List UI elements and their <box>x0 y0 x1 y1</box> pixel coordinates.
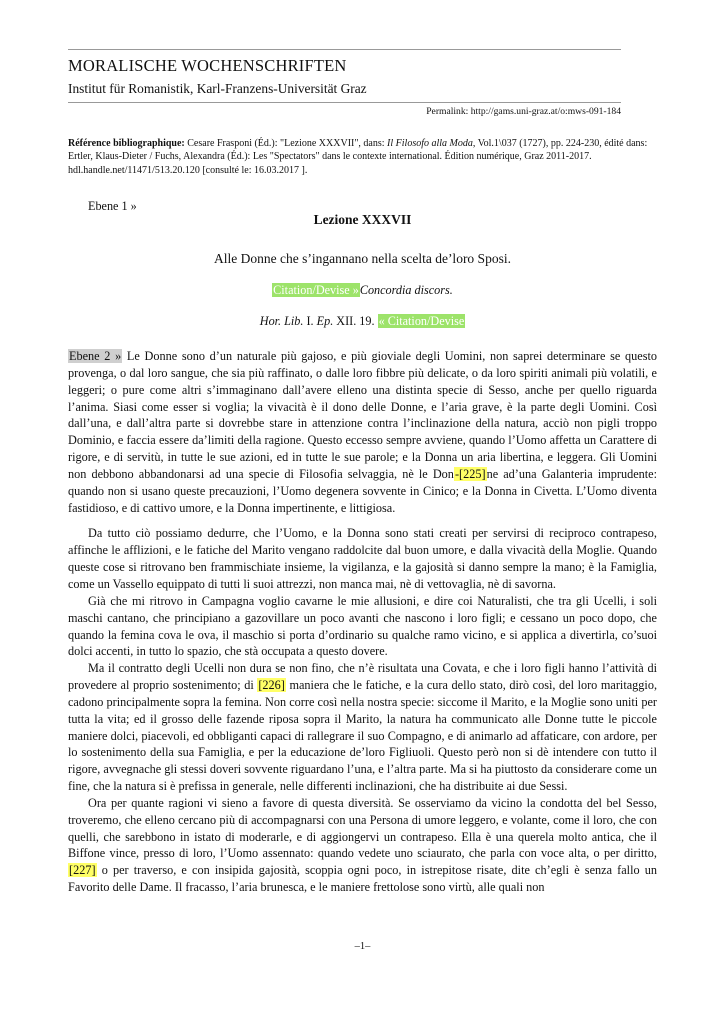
biblio-part1: Cesare Frasponi (Éd.): "Lezione XXXVII", dans: <box>184 138 388 149</box>
citation-source-hor: Hor. Lib. <box>259 314 304 328</box>
paragraph-5a: Ora per quante ragioni vi sieno a favore di questa diversità. Se osserviamo da vicino la condotta del bel Sesso, troveremo, che elleno cercano più di accompagnarsi con una Persona di umore leggero, e volante, come il loro, che con quelli, che sarebbono in istato di moderarle, e di aggiongervi un contrapeso. Ella è una querela molto antica, che il Biffone vince, presso di loro, l’Uomo assennato: quando vedete uno sciaurato, che parla con voce alta, o per diritto, <box>68 795 657 861</box>
permalink[interactable]: Permalink: http://gams.uni-graz.at/o:mws-091-184 <box>426 106 621 117</box>
citation-source-line <box>0 314 725 329</box>
paragraph-5b: o per traverso, e con insipida gajosità, scoppia ogni poco, in istrepitose risate, dite ch’egli è senza fallo un Favorito delle Dame. Il fracasso, l’aria brunesca, e le maniere frettolose sono virtù, alle quali non <box>68 863 657 895</box>
page-marker-226[interactable]: [226] <box>258 678 285 693</box>
header-bottom-rule <box>68 102 621 103</box>
paragraph-4b: maniera che le fatiche, e la cura dello stato, dirò così, del loro maritaggio, cadono principalmente sopra la femina. Non corre così nella nostra specie: siccome il Marito, e la Moglie sono uniti per tutta la vita; ed il grosso delle fazende riposa sopra il Marito, la natura ha communicato alle Donne tutte le piccole maniere dolci, piacevoli, ed obbliganti capaci di rallegrare il suo Compagno, e di animarlo ad affaticare, con ardore, per lo sostenimento della sua Famiglia, e per la educazione de’loro Figliuoli. Questo però non si dè intendere con tutto il rigore, avvegnache gli stessi doveri sovvente riguardano l’una, e l’altra parte. Ma si ha piuttosto da considerare come un fine, che la natura si è prefissa in generale, nelle differenti inclinazioni, che ha distribuite ai due Sessi. <box>68 678 658 794</box>
citation-source-ep: Ep. <box>316 314 334 328</box>
paragraph-5 <box>68 795 657 896</box>
citation-source-mid: I. <box>303 314 317 328</box>
bibliographic-reference <box>68 137 657 177</box>
citation-source-end: XII. 19. <box>333 314 378 328</box>
ebene2-marker[interactable]: Ebene 2 » <box>69 349 122 363</box>
ebene1-marker[interactable]: Ebene 1 » <box>88 199 137 213</box>
page-marker-225[interactable]: -[225] <box>454 466 486 481</box>
page-marker-227[interactable]: [227] <box>69 863 96 878</box>
header-top-rule <box>68 49 621 50</box>
citation-motto-line <box>0 283 725 298</box>
site-title[interactable]: MORALISCHE WOCHENSCHRIFTEN <box>68 56 347 75</box>
section-heading: Alle Donne che s’ingannano nella scelta de’loro Sposi. <box>214 251 511 266</box>
paragraph-1a: Le Donne sono d’un naturale più gajoso, e più gioviale degli Uomini, non saprei determinare se questo provenga, o dal loro sangue, che sia più raffinato, o dalle loro fibbre più delicate, o da loro spiriti animali più volatili, e leggeri; o pure come altri s’immaginano dall’avere elleno una distinta specie di Sesso, anche per quello riguarda l’anima. Siasi come esser si voglia; la vivacità è il dono delle Donne, e l’aria grave, è la parte degli Uomini. Così dall’una, e dall’altra parte si dovrebbe stare in attenzione contra l’inclinazione della natura, acciò non pigli troppo Dominio, e faccia essere da’limiti della ragione. Questo eccesso sempre avviene, quando l’Uomo affetta un Carattere di rigore, e di servitù, in tutte le sue azioni, ed in tutte le sue parole; e la Donna un aria libertina, e leggera. Gli Uomini non debbono abbandonarsi ad una specie di Filosofia selvaggia, nè le Don <box>68 349 658 481</box>
biblio-label: Référence bibliographique: <box>68 138 185 149</box>
paragraph-2: Da tutto ciò possiamo dedurre, che l’Uomo, e la Donna sono stati creati per servirsi di reciproco contrapeso, affinche le afflizioni, e le fatiche del Marito vengano raddolcite dal buon umore, e dalla vivacità della Moglie. Quando queste cose si ritrovano ben frammischiate insieme, la vigilanza, e la gajosità si danno sempre la mano; è la Famiglia, come un Vassello equippato di tutti li suoi attrezzi, non manca mai, nè di vettovaglia, nè di savorna. <box>68 526 657 591</box>
main-text <box>68 348 657 896</box>
paragraph-1 <box>68 348 657 516</box>
paragraph-4a: Ma il contratto degli Ucelli non dura se non fino, che n’è risultata una Covata, e che i loro figli hanno l’attività di provedere al proprio sostenimento; di <box>68 661 657 693</box>
lezione-title: Lezione XXXVII <box>313 212 412 227</box>
paragraph-3: Già che mi ritrovo in Campagna voglio cavarne le mie allusioni, e dire coi Naturalisti, che tra gli Ucelli, i soli maschi cantano, che principiano a gazovillare un poco avanti che nascono i loro figli; e cessano un poco dopo, che quando la femina cova le ova, il maschio si porta d’ordinario su qualche ramo vicino, e si applica a divertirla, co’suoi dolci accenti, in tutto lo spazio, che stà occupata a questo dovere. <box>68 593 657 659</box>
paragraph-4 <box>68 660 657 795</box>
site-subtitle: Institut für Romanistik, Karl-Franzens-Universität Graz <box>68 81 367 96</box>
citation-open-tag[interactable]: Citation/Devise » <box>273 283 359 297</box>
biblio-part2: , Vol.1\037 (1727), pp. 224-230, édité dans: Ertler, Klaus-Dieter / Fuchs, Alexandra (Éd.): Les "Spectators" dans le contexte international. Édition numérique, Graz 2011-2017. hdl.handle.net/11471/513.20.120 [consulté le: 16.03.2017 ]. <box>68 138 648 176</box>
citation-close-tag[interactable]: « Citation/Devise <box>378 314 465 328</box>
paragraph-1b: ne ad’una Galanteria imprudente: quando non si usano queste precauzioni, l’Uomo degenera sovvente in Cinico; e la Donna in Civetta. L’Uomo diventa fastidioso, e di cattivo umore, e la Donna impertinente, e littigiosa. <box>68 466 658 515</box>
biblio-journal: Il Filosofo alla Moda <box>387 138 473 149</box>
citation-motto: Concordia discors. <box>359 283 453 297</box>
page-number: –1– <box>354 941 371 952</box>
